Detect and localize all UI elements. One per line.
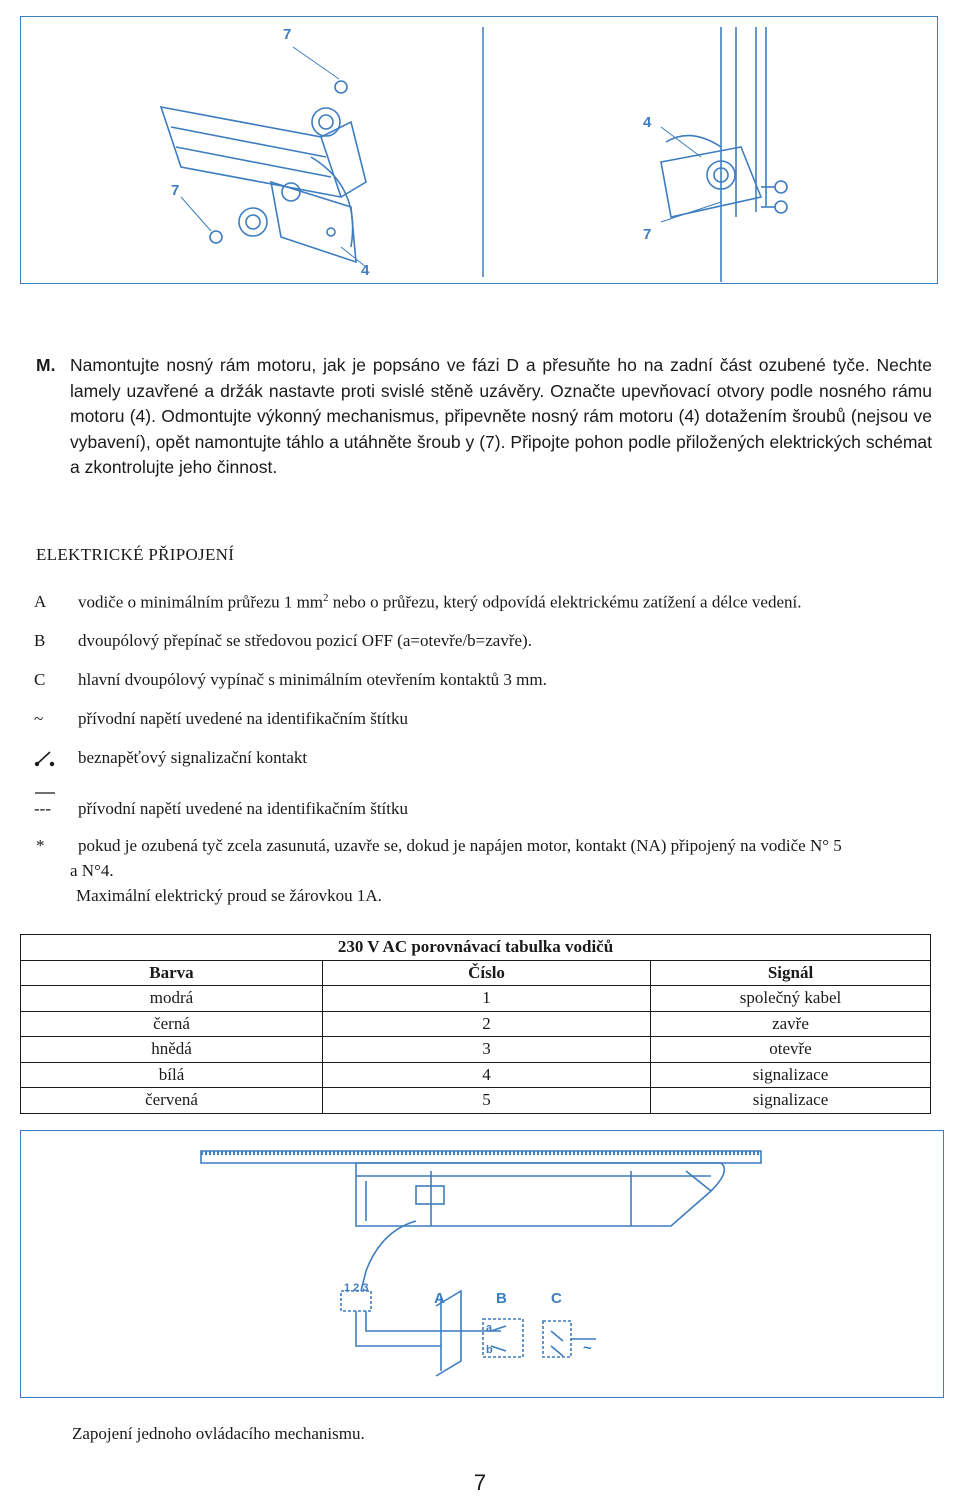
supply-symbol: ~ bbox=[583, 1340, 592, 1357]
legend-text-a: vodiče o minimálním průřezu 1 $mm^2$ nebo o průřezu, který odpovídá elektrickému zatížení a délce vedení. bbox=[78, 592, 802, 612]
footnote-line-1: pokud je ozubená tyč zcela zasunutá, uzavře se, dokud je napájen motor, kontakt (NA) připojený na vodiče N° 5 bbox=[78, 836, 842, 855]
terminal-numbers: 1 2 3 bbox=[344, 1282, 369, 1294]
switch-label-a: a bbox=[486, 1322, 493, 1334]
legend-text-tilde: přívodní napětí uvedené na identifikačním štítku bbox=[78, 709, 408, 728]
table-cell: 3 bbox=[323, 1037, 651, 1063]
wire-comparison-table bbox=[20, 934, 931, 1114]
table-cell: 1 bbox=[323, 986, 651, 1012]
footnote-line-3: Maximální elektrický proud se žárovkou 1A. bbox=[76, 886, 382, 905]
wiring-diagram bbox=[21, 1131, 942, 1396]
footnote-marker: * bbox=[36, 836, 45, 855]
section-title: ELEKTRICKÉ PŘIPOJENÍ bbox=[36, 545, 235, 564]
table-row bbox=[21, 1011, 931, 1037]
legend-key-tilde: ~ bbox=[34, 709, 44, 728]
table-cell: černá bbox=[21, 1011, 323, 1037]
table-cell: otevře bbox=[651, 1037, 931, 1063]
legend-text-c: hlavní dvoupólový vypínač s minimálním otevřením kontaktů 3 mm. bbox=[78, 670, 547, 689]
legend-key-b: B bbox=[34, 631, 46, 650]
table-cell: signalizace bbox=[651, 1062, 931, 1088]
label-b: B bbox=[496, 1290, 507, 1307]
callout-4-left: 4 bbox=[361, 262, 370, 279]
step-letter: M. bbox=[36, 355, 56, 375]
table-header-number: Číslo bbox=[323, 960, 651, 986]
contact-symbol-icon bbox=[34, 748, 58, 768]
table-cell: modrá bbox=[21, 986, 323, 1012]
callout-7-left: 7 bbox=[171, 182, 180, 199]
figure-bottom-wiring bbox=[20, 1130, 944, 1398]
table-cell: signalizace bbox=[651, 1088, 931, 1114]
callout-4-right: 4 bbox=[643, 114, 652, 131]
table-cell: 5 bbox=[323, 1088, 651, 1114]
table-cell: 2 bbox=[323, 1011, 651, 1037]
step-m bbox=[36, 353, 932, 481]
label-a: A bbox=[434, 1290, 445, 1307]
legend-text-contact: beznapěťový signalizační kontakt bbox=[78, 748, 308, 767]
table-row bbox=[21, 986, 931, 1012]
mounting-illustration bbox=[21, 17, 936, 282]
legend-text-b: dvoupólový přepínač se středovou pozicí OFF (a=otevře/b=zavře). bbox=[78, 631, 532, 650]
page-number: 7 bbox=[473, 1470, 487, 1495]
table-row bbox=[21, 1088, 931, 1114]
table-title: 230 V AC porovnávací tabulka vodičů bbox=[21, 935, 931, 961]
table-cell: červená bbox=[21, 1088, 323, 1114]
legend-key-a: A bbox=[34, 592, 47, 611]
table-row bbox=[21, 1062, 931, 1088]
legend-text-dc: přívodní napětí uvedené na identifikačním štítku bbox=[78, 799, 408, 818]
callout-7-right: 7 bbox=[643, 226, 652, 243]
table-row bbox=[21, 1037, 931, 1063]
table-header-signal: Signál bbox=[651, 960, 931, 986]
table-cell: hnědá bbox=[21, 1037, 323, 1063]
callout-7-top: 7 bbox=[283, 26, 292, 43]
legend-key-dc: --- bbox=[34, 799, 51, 818]
figure-top-mounting bbox=[20, 16, 938, 284]
footnote bbox=[36, 833, 936, 908]
table-cell: bílá bbox=[21, 1062, 323, 1088]
table-cell: společný kabel bbox=[651, 986, 931, 1012]
table-cell: 4 bbox=[323, 1062, 651, 1088]
legend-key-c: C bbox=[34, 670, 46, 689]
step-text: Namontujte nosný rám motoru, jak je popsáno ve fázi D a přesuňte ho na zadní část ozubené tyče. Nechte lamely uzavřené a držák nastavte proti svislé stěně uzávěry. Označte upevňovací otvory podle nosného rámu motoru (4). Odmontujte výkonný mechanismus, připevněte nosný rám motoru (4) dotažením šroubů (nejsou ve vybavení), opět namontujte táhlo a utáhněte šroub y (7). Připojte pohon podle přiložených elektrických schémat a zkontrolujte jeho činnost. bbox=[70, 355, 932, 477]
footnote-line-2: a N°4. bbox=[70, 861, 114, 880]
table-header-color: Barva bbox=[21, 960, 323, 986]
label-c: C bbox=[551, 1290, 562, 1307]
figure-caption: Zapojení jednoho ovládacího mechanismu. bbox=[72, 1424, 365, 1443]
table-cell: zavře bbox=[651, 1011, 931, 1037]
dc-symbol-icon bbox=[34, 784, 56, 792]
switch-label-b: b bbox=[486, 1344, 493, 1356]
